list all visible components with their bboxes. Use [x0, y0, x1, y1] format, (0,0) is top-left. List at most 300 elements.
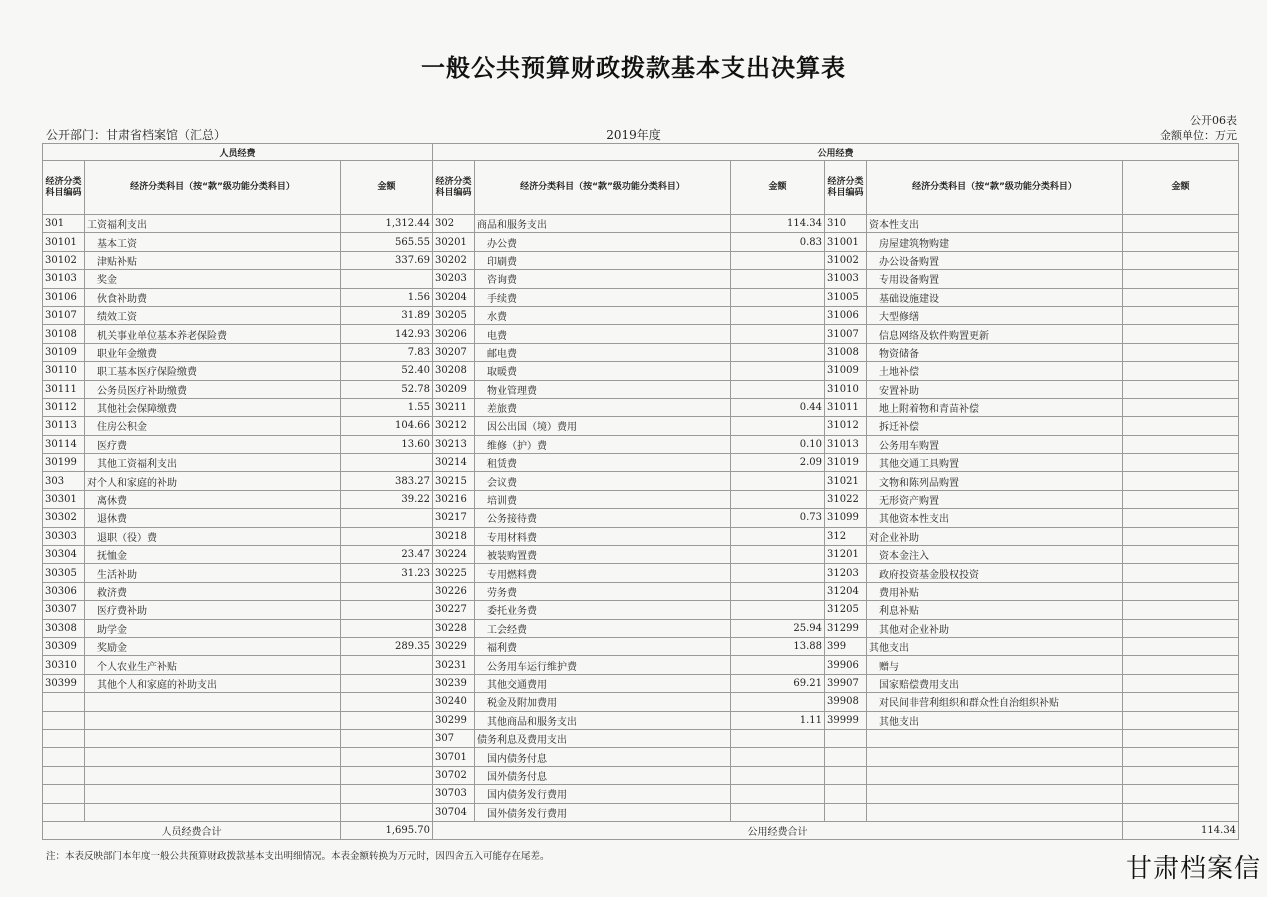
amount-cell: [1123, 325, 1239, 343]
section-public: 公用经费: [433, 144, 1239, 161]
amount-cell: [731, 527, 825, 545]
table-row: [43, 601, 1239, 619]
amount-cell: [341, 454, 433, 472]
name-cell: 手续费: [475, 288, 731, 306]
name-cell: 赠与: [867, 656, 1123, 674]
table-row: [43, 693, 1239, 711]
table-row: [43, 325, 1239, 343]
amount-cell: 52.40: [341, 362, 433, 380]
section-personnel: 人员经费: [43, 144, 433, 161]
amount-cell: [1123, 601, 1239, 619]
name-cell: 国外债务发行费用: [475, 803, 731, 821]
code-cell: 30107: [43, 306, 85, 324]
amount-cell: [341, 509, 433, 527]
amount-cell: 23.47: [341, 546, 433, 564]
code-cell: 39908: [825, 693, 867, 711]
amount-cell: [341, 785, 433, 803]
name-cell: 绩效工资: [85, 306, 341, 324]
amount-cell: [1123, 546, 1239, 564]
amount-cell: 1.56: [341, 288, 433, 306]
code-cell: 30101: [43, 233, 85, 251]
name-cell: [867, 785, 1123, 803]
code-cell: 30299: [433, 711, 475, 729]
name-cell: 职业年金缴费: [85, 343, 341, 361]
amount-cell: [341, 527, 433, 545]
name-cell: 债务利息及费用支出: [475, 729, 731, 747]
amount-cell: [1123, 711, 1239, 729]
amount-cell: [731, 306, 825, 324]
name-cell: [85, 766, 341, 784]
code-cell: 30110: [43, 362, 85, 380]
code-cell: 39907: [825, 674, 867, 692]
amount-cell: [1123, 270, 1239, 288]
name-cell: [867, 748, 1123, 766]
code-cell: 31204: [825, 582, 867, 600]
name-cell: 信息网络及软件购置更新: [867, 325, 1123, 343]
amount-cell: [1123, 362, 1239, 380]
name-cell: 邮电费: [475, 343, 731, 361]
name-cell: 其他交通费用: [475, 674, 731, 692]
amount-cell: [731, 693, 825, 711]
code-cell: 30240: [433, 693, 475, 711]
amount-cell: [1123, 619, 1239, 637]
code-cell: [43, 785, 85, 803]
code-cell: 30214: [433, 454, 475, 472]
code-cell: 30213: [433, 435, 475, 453]
name-cell: 劳务费: [475, 582, 731, 600]
amount-cell: [341, 582, 433, 600]
name-cell: 其他支出: [867, 637, 1123, 655]
amount-cell: [731, 251, 825, 269]
name-cell: 专用燃料费: [475, 564, 731, 582]
name-cell: 差旅费: [475, 398, 731, 416]
table-row: [43, 306, 1239, 324]
code-cell: 39999: [825, 711, 867, 729]
table-row: [43, 674, 1239, 692]
name-cell: 政府投资基金股权投资: [867, 564, 1123, 582]
name-cell: 其他社会保障缴费: [85, 398, 341, 416]
name-cell: 对民间非营利组织和群众性自治组织补贴: [867, 693, 1123, 711]
code-cell: 31019: [825, 454, 867, 472]
amount-cell: [1123, 785, 1239, 803]
name-cell: 医疗费: [85, 435, 341, 453]
amount-cell: [731, 748, 825, 766]
code-cell: 30231: [433, 656, 475, 674]
table-row: [43, 288, 1239, 306]
name-cell: 退休费: [85, 509, 341, 527]
amount-cell: [1123, 509, 1239, 527]
name-cell: [85, 711, 341, 729]
code-cell: 30309: [43, 637, 85, 655]
code-cell: 30103: [43, 270, 85, 288]
amount-cell: [341, 766, 433, 784]
name-cell: [85, 729, 341, 747]
table-row: [43, 656, 1239, 674]
name-cell: 咨询费: [475, 270, 731, 288]
name-cell: 地上附着物和青苗补偿: [867, 398, 1123, 416]
code-cell: 30399: [43, 674, 85, 692]
amount-cell: [1123, 233, 1239, 251]
amount-cell: [1123, 582, 1239, 600]
code-cell: 31299: [825, 619, 867, 637]
amount-cell: [1123, 693, 1239, 711]
name-cell: 办公设备购置: [867, 251, 1123, 269]
name-cell: [85, 693, 341, 711]
name-cell: 公务用车运行维护费: [475, 656, 731, 674]
table-row: [43, 729, 1239, 747]
col-name-header: 经济分类科目（按“款”级功能分类科目）: [85, 161, 341, 215]
amount-cell: [1123, 380, 1239, 398]
table-row: [43, 343, 1239, 361]
name-cell: 被装购置费: [475, 546, 731, 564]
name-cell: 国家赔偿费用支出: [867, 674, 1123, 692]
code-cell: 30109: [43, 343, 85, 361]
code-cell: 31006: [825, 306, 867, 324]
code-cell: 31013: [825, 435, 867, 453]
table-row: [43, 435, 1239, 453]
name-cell: 公务用车购置: [867, 435, 1123, 453]
amount-cell: [731, 490, 825, 508]
amount-cell: [731, 601, 825, 619]
amount-cell: 7.83: [341, 343, 433, 361]
name-cell: 委托业务费: [475, 601, 731, 619]
code-cell: 30113: [43, 417, 85, 435]
table-row: [43, 270, 1239, 288]
col-amount-header: 金额: [731, 161, 825, 215]
amount-cell: [1123, 637, 1239, 655]
code-cell: 31099: [825, 509, 867, 527]
amount-cell: 1.11: [731, 711, 825, 729]
col-code-header: 经济分类科目编码: [825, 161, 867, 215]
amount-cell: [1123, 656, 1239, 674]
code-cell: 30703: [433, 785, 475, 803]
name-cell: 奖励金: [85, 637, 341, 655]
amount-cell: 337.69: [341, 251, 433, 269]
name-cell: 离休费: [85, 490, 341, 508]
amount-cell: 25.94: [731, 619, 825, 637]
name-cell: 取暖费: [475, 362, 731, 380]
table-row: [43, 251, 1239, 269]
amount-cell: [731, 288, 825, 306]
amount-cell: 565.55: [341, 233, 433, 251]
name-cell: 救济费: [85, 582, 341, 600]
amount-cell: 2.09: [731, 454, 825, 472]
amount-cell: [731, 729, 825, 747]
code-cell: [825, 803, 867, 821]
name-cell: 费用补贴: [867, 582, 1123, 600]
code-cell: 31021: [825, 472, 867, 490]
amount-cell: [731, 343, 825, 361]
amount-cell: [341, 619, 433, 637]
form-number: 公开06表: [1190, 114, 1237, 127]
code-cell: 30212: [433, 417, 475, 435]
amount-cell: [1123, 766, 1239, 784]
amount-cell: [731, 325, 825, 343]
amount-cell: 142.93: [341, 325, 433, 343]
amount-cell: [1123, 398, 1239, 416]
name-cell: 其他商品和服务支出: [475, 711, 731, 729]
name-cell: 文物和陈列品购置: [867, 472, 1123, 490]
name-cell: 资本性支出: [867, 215, 1123, 233]
personnel-total-label: 人员经费合计: [43, 821, 341, 839]
amount-cell: [1123, 472, 1239, 490]
amount-cell: [341, 729, 433, 747]
col-amount-header: 金额: [1123, 161, 1239, 215]
amount-cell: 1,312.44: [341, 215, 433, 233]
amount-cell: [731, 803, 825, 821]
amount-cell: [1123, 288, 1239, 306]
table-row: [43, 748, 1239, 766]
code-cell: 30199: [43, 454, 85, 472]
code-cell: 31201: [825, 546, 867, 564]
name-cell: 土地补偿: [867, 362, 1123, 380]
amount-cell: [341, 674, 433, 692]
table-row: [43, 454, 1239, 472]
amount-cell: [1123, 674, 1239, 692]
public-total-value: 114.34: [1123, 821, 1239, 839]
code-cell: 30704: [433, 803, 475, 821]
code-cell: 30108: [43, 325, 85, 343]
amount-cell: [1123, 490, 1239, 508]
name-cell: 职工基本医疗保险缴费: [85, 362, 341, 380]
code-cell: [43, 711, 85, 729]
amount-cell: [341, 656, 433, 674]
col-amount-header: 金额: [341, 161, 433, 215]
amount-cell: [731, 417, 825, 435]
name-cell: 资本金注入: [867, 546, 1123, 564]
code-cell: 30204: [433, 288, 475, 306]
amount-unit: 金额单位：万元: [1160, 129, 1237, 142]
table-row: [43, 711, 1239, 729]
code-cell: [825, 785, 867, 803]
code-cell: 30224: [433, 546, 475, 564]
col-code-header: 经济分类科目编码: [43, 161, 85, 215]
code-cell: 30202: [433, 251, 475, 269]
code-cell: 30216: [433, 490, 475, 508]
name-cell: 生活补助: [85, 564, 341, 582]
expenditure-table: [42, 143, 1239, 840]
code-cell: 30102: [43, 251, 85, 269]
name-cell: 对企业补助: [867, 527, 1123, 545]
amount-cell: 39.22: [341, 490, 433, 508]
code-cell: 31005: [825, 288, 867, 306]
code-cell: 30239: [433, 674, 475, 692]
amount-cell: [731, 656, 825, 674]
name-cell: 拆迁补偿: [867, 417, 1123, 435]
name-cell: 会议费: [475, 472, 731, 490]
name-cell: 安置补助: [867, 380, 1123, 398]
code-cell: 31010: [825, 380, 867, 398]
code-cell: 30218: [433, 527, 475, 545]
name-cell: 机关事业单位基本养老保险费: [85, 325, 341, 343]
code-cell: 303: [43, 472, 85, 490]
code-cell: 30112: [43, 398, 85, 416]
amount-cell: 13.60: [341, 435, 433, 453]
name-cell: 医疗费补助: [85, 601, 341, 619]
table-row: [43, 564, 1239, 582]
amount-cell: 0.10: [731, 435, 825, 453]
amount-cell: [1123, 251, 1239, 269]
name-cell: [85, 803, 341, 821]
table-row: [43, 417, 1239, 435]
name-cell: 物资储备: [867, 343, 1123, 361]
name-cell: [867, 729, 1123, 747]
amount-cell: 31.23: [341, 564, 433, 582]
name-cell: 办公费: [475, 233, 731, 251]
name-cell: 工资福利支出: [85, 215, 341, 233]
code-cell: 31012: [825, 417, 867, 435]
amount-cell: [731, 546, 825, 564]
watermark-text: 甘肃档案信: [1125, 854, 1261, 884]
code-cell: 307: [433, 729, 475, 747]
code-cell: 30215: [433, 472, 475, 490]
code-cell: 30305: [43, 564, 85, 582]
amount-cell: 0.73: [731, 509, 825, 527]
personnel-total-value: 1,695.70: [341, 821, 433, 839]
amount-cell: [731, 766, 825, 784]
code-cell: 30304: [43, 546, 85, 564]
name-cell: 其他支出: [867, 711, 1123, 729]
name-cell: 印刷费: [475, 251, 731, 269]
name-cell: 对个人和家庭的补助: [85, 472, 341, 490]
name-cell: 其他工资福利支出: [85, 454, 341, 472]
table-row: [43, 766, 1239, 784]
code-cell: 31022: [825, 490, 867, 508]
code-cell: 30302: [43, 509, 85, 527]
code-cell: 30206: [433, 325, 475, 343]
amount-cell: [1123, 748, 1239, 766]
name-cell: 其他交通工具购置: [867, 454, 1123, 472]
department-label: 公开部门：甘肃省档案馆（汇总）: [46, 128, 227, 142]
code-cell: 31009: [825, 362, 867, 380]
name-cell: 专用设备购置: [867, 270, 1123, 288]
amount-cell: [731, 380, 825, 398]
amount-cell: 0.83: [731, 233, 825, 251]
code-cell: [825, 748, 867, 766]
table-row: [43, 582, 1239, 600]
code-cell: [43, 729, 85, 747]
amount-cell: [731, 472, 825, 490]
code-cell: 31205: [825, 601, 867, 619]
amount-cell: 1.55: [341, 398, 433, 416]
amount-cell: 13.88: [731, 637, 825, 655]
code-cell: [43, 693, 85, 711]
expenditure-table-wrapper: [42, 143, 1238, 840]
name-cell: 公务接待费: [475, 509, 731, 527]
code-cell: 30208: [433, 362, 475, 380]
name-cell: 助学金: [85, 619, 341, 637]
name-cell: 基本工资: [85, 233, 341, 251]
amount-cell: [731, 362, 825, 380]
name-cell: [85, 785, 341, 803]
table-row: [43, 527, 1239, 545]
name-cell: 其他资本性支出: [867, 509, 1123, 527]
name-cell: 个人农业生产补贴: [85, 656, 341, 674]
amount-cell: 69.21: [731, 674, 825, 692]
code-cell: 31001: [825, 233, 867, 251]
amount-cell: [1123, 454, 1239, 472]
code-cell: 30307: [43, 601, 85, 619]
amount-cell: 383.27: [341, 472, 433, 490]
name-cell: 国内债务付息: [475, 748, 731, 766]
amount-cell: [341, 270, 433, 288]
amount-cell: [731, 270, 825, 288]
name-cell: 奖金: [85, 270, 341, 288]
code-cell: 302: [433, 215, 475, 233]
table-row: [43, 803, 1239, 821]
code-cell: 31011: [825, 398, 867, 416]
name-cell: 住房公积金: [85, 417, 341, 435]
code-cell: 30306: [43, 582, 85, 600]
table-row: [43, 362, 1239, 380]
col-code-header: 经济分类科目编码: [433, 161, 475, 215]
name-cell: 商品和服务支出: [475, 215, 731, 233]
amount-cell: [1123, 417, 1239, 435]
amount-cell: [341, 748, 433, 766]
amount-cell: [341, 693, 433, 711]
name-cell: 无形资产购置: [867, 490, 1123, 508]
code-cell: 31203: [825, 564, 867, 582]
table-body: [43, 215, 1239, 822]
name-cell: 公务员医疗补助缴费: [85, 380, 341, 398]
code-cell: 30701: [433, 748, 475, 766]
code-cell: 312: [825, 527, 867, 545]
code-cell: 30303: [43, 527, 85, 545]
amount-cell: [341, 803, 433, 821]
name-cell: 物业管理费: [475, 380, 731, 398]
amount-cell: [1123, 803, 1239, 821]
code-cell: 399: [825, 637, 867, 655]
code-cell: 30225: [433, 564, 475, 582]
name-cell: 工会经费: [475, 619, 731, 637]
amount-cell: [731, 582, 825, 600]
code-cell: 30111: [43, 380, 85, 398]
name-cell: 其他对企业补助: [867, 619, 1123, 637]
name-cell: 维修（护）费: [475, 435, 731, 453]
amount-cell: [1123, 564, 1239, 582]
code-cell: 31003: [825, 270, 867, 288]
code-cell: 30207: [433, 343, 475, 361]
code-cell: 310: [825, 215, 867, 233]
name-cell: 租赁费: [475, 454, 731, 472]
code-cell: 31007: [825, 325, 867, 343]
name-cell: 房屋建筑物购建: [867, 233, 1123, 251]
table-row: [43, 398, 1239, 416]
code-cell: 30226: [433, 582, 475, 600]
code-cell: [43, 803, 85, 821]
name-cell: 税金及附加费用: [475, 693, 731, 711]
name-cell: 因公出国（境）费用: [475, 417, 731, 435]
table-row: [43, 785, 1239, 803]
amount-cell: 104.66: [341, 417, 433, 435]
fiscal-year: 2019年度: [606, 128, 661, 142]
code-cell: 30217: [433, 509, 475, 527]
amount-cell: [341, 601, 433, 619]
amount-cell: 52.78: [341, 380, 433, 398]
code-cell: [825, 766, 867, 784]
table-row: [43, 380, 1239, 398]
name-cell: 国内债务发行费用: [475, 785, 731, 803]
code-cell: [43, 748, 85, 766]
footnote: 注：本表反映部门本年度一般公共预算财政拨款基本支出明细情况。本表金额转换为万元时，因四舍五入可能存在尾差。: [46, 851, 550, 862]
code-cell: 31008: [825, 343, 867, 361]
table-row: [43, 490, 1239, 508]
name-cell: 利息补贴: [867, 601, 1123, 619]
name-cell: [867, 803, 1123, 821]
amount-cell: 31.89: [341, 306, 433, 324]
col-name-header: 经济分类科目（按“款”级功能分类科目）: [867, 161, 1123, 215]
name-cell: 专用材料费: [475, 527, 731, 545]
